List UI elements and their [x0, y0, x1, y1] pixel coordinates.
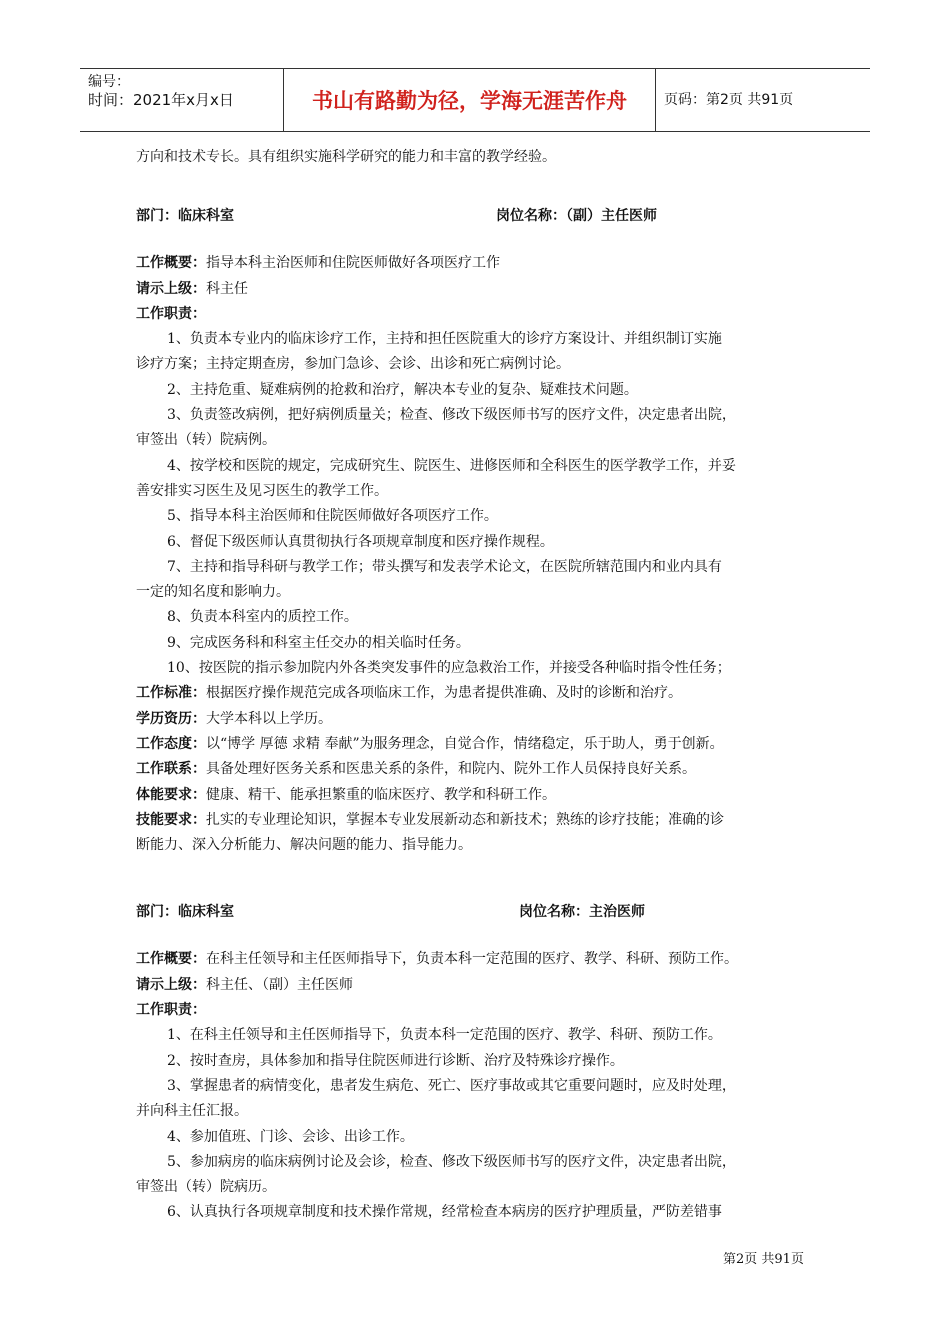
- superior-label: 请示上级：: [136, 280, 206, 297]
- duty-line: 6、督促下级医师认真贯彻执行各项规章制度和医疗操作规程。: [167, 533, 554, 550]
- intro-line: 方向和技术专长。具有组织实施科学研究的能力和丰富的教学经验。: [136, 149, 556, 165]
- section2-superior: [136, 973, 826, 998]
- education-text: 大学本科以上学历。: [206, 710, 332, 727]
- header-divider: [655, 69, 656, 131]
- duty-line: 7、主持和指导科研与教学工作；带头撰写和发表学术论文，在医院所辖范围内和业内具有: [167, 558, 722, 575]
- section1-physical: [136, 783, 826, 808]
- attitude-text: 以“博学 厚德 求精 奉献”为服务理念，自觉合作，情绪稳定，乐于助人，勇于创新。: [206, 735, 724, 752]
- duty-line: 2、按时查房，具体参加和指导住院医师进行诊断、治疗及特殊诊疗操作。: [167, 1052, 624, 1069]
- superior-label: 请示上级：: [136, 976, 206, 993]
- duty-line: 4、参加值班、门诊、会诊、出诊工作。: [167, 1128, 414, 1145]
- superior-text: 科主任: [206, 280, 248, 297]
- doc-date: 时间：2021年x月x日: [88, 91, 234, 109]
- section2-dept: 部门：临床科室: [136, 904, 234, 921]
- section1-post: 岗位名称：（副）主任医师: [496, 208, 657, 225]
- duty-line: 10、按医院的指示参加院内外各类突发事件的应急救治工作，并接受各种临时指令性任务；: [167, 660, 731, 677]
- section1-education: [136, 707, 826, 732]
- section1-duties-label: 工作职责：: [136, 305, 206, 322]
- section1-dept: 部门：临床科室: [136, 208, 234, 225]
- duty-line: 8、负责本科室内的质控工作。: [167, 609, 358, 626]
- physical-text: 健康、精干、能承担繁重的临床医疗、教学和科研工作。: [206, 786, 556, 803]
- duty-line: 诊疗方案；主持定期查房，参加门急诊、会诊、出诊和死亡病例讨论。: [136, 356, 570, 373]
- duty-line: 审签出（转）院病例。: [136, 432, 276, 449]
- section1-attitude: [136, 732, 826, 757]
- skill-text: 扎实的专业理论知识，掌握本专业发展新动态和新技术；熟练的诊疗技能；准确的诊: [206, 811, 724, 828]
- header-page-info: 页码：第2页 共91页: [664, 92, 794, 108]
- attitude-label: 工作态度：: [136, 735, 206, 752]
- duty-line: 6、认真执行各项规章制度和技术操作常规，经常检查本病房的医疗护理质量，严防差错事: [167, 1204, 722, 1221]
- section1-superior: [136, 277, 826, 302]
- duty-line: 5、指导本科主治医师和住院医师做好各项医疗工作。: [167, 508, 498, 525]
- header-info-cell: [80, 69, 283, 131]
- duty-line: 善安排实习医生及见习医生的教学工作。: [136, 482, 388, 499]
- section1-overview: [136, 251, 826, 276]
- contact-label: 工作联系：: [136, 761, 206, 778]
- section1-standard: [136, 681, 826, 706]
- page-footer: 第2页 共91页: [723, 1252, 804, 1267]
- standard-text: 根据医疗操作规范完成各项临床工作，为患者提供准确、及时的诊断和治疗。: [206, 685, 682, 702]
- section2-duties-label: 工作职责：: [136, 1002, 206, 1019]
- contact-text: 具备处理好医务关系和医患关系的条件，和院内、院外工作人员保持良好关系。: [206, 761, 696, 778]
- section2-header: [136, 900, 826, 925]
- overview-text: 在科主任领导和主任医师指导下，负责本科一定范围的医疗、教学、科研、预防工作。: [206, 951, 738, 968]
- section2-post: 岗位名称：主治医师: [519, 904, 645, 921]
- standard-label: 工作标准：: [136, 685, 206, 702]
- duty-line: 9、完成医务科和科室主任交办的相关临时任务。: [167, 634, 470, 651]
- document-body: [136, 145, 826, 1226]
- skill-label: 技能要求：: [136, 811, 206, 828]
- duty-line: 2、主持危重、疑难病例的抢救和治疗，解决本专业的复杂、疑难技术问题。: [167, 381, 638, 398]
- section1-skill: [136, 808, 826, 833]
- duty-line: 1、在科主任领导和主任医师指导下，负责本科一定范围的医疗、教学、科研、预防工作。: [167, 1027, 722, 1044]
- header-motto: 书山有路勤为径，学海无涯苦作舟: [312, 89, 627, 113]
- section1-header: [136, 204, 826, 229]
- overview-label: 工作概要：: [136, 951, 206, 968]
- duty-line: 审签出（转）院病历。: [136, 1179, 276, 1196]
- section1-contact: [136, 757, 826, 782]
- duty-line: 一定的知名度和影响力。: [136, 584, 290, 601]
- overview-text: 指导本科主治医师和住院医师做好各项医疗工作: [206, 255, 500, 272]
- overview-label: 工作概要：: [136, 255, 206, 272]
- superior-text: 科主任、（副）主任医师: [206, 976, 353, 993]
- doc-number-label: 编号：: [88, 74, 130, 90]
- education-label: 学历资历：: [136, 710, 206, 727]
- section1-skill-cont: 断能力、深入分析能力、解决问题的能力、指导能力。: [136, 837, 472, 854]
- duty-line: 4、按学校和医院的规定，完成研究生、院医生、进修医师和全科医生的医学教学工作，并妥: [167, 457, 736, 474]
- duty-line: 3、掌握患者的病情变化，患者发生病危、死亡、医疗事故或其它重要问题时，应及时处理，: [167, 1077, 736, 1094]
- duty-line: 5、参加病房的临床病例讨论及会诊，检查、修改下级医师书写的医疗文件，决定患者出院，: [167, 1153, 736, 1170]
- section2-overview: [136, 947, 826, 972]
- duty-line: 3、负责签改病例，把好病例质量关；检查、修改下级医师书写的医疗文件，决定患者出院，: [167, 407, 736, 424]
- duty-line: 并向科主任汇报。: [136, 1103, 248, 1120]
- physical-label: 体能要求：: [136, 786, 206, 803]
- duty-line: 1、负责本专业内的临床诊疗工作，主持和担任医院重大的诊疗方案设计、并组织制订实施: [167, 331, 722, 348]
- header-table: [80, 68, 870, 132]
